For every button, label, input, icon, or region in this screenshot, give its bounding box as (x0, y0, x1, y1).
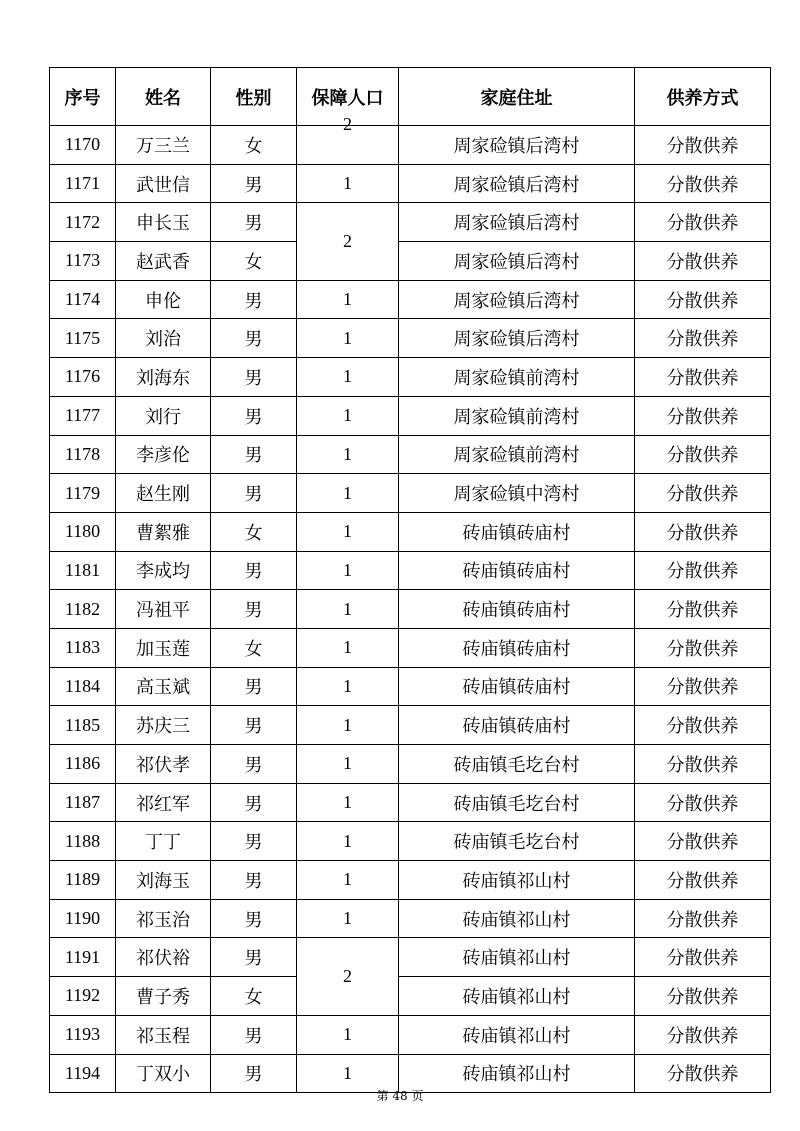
cell-address: 周家硷镇前湾村 (399, 435, 635, 474)
cell-serial-number: 1194 (50, 1054, 116, 1093)
cell-support-method: 分散供养 (635, 706, 771, 745)
cell-address: 砖庙镇祁山村 (399, 938, 635, 977)
cell-address: 砖庙镇毛圪台村 (399, 783, 635, 822)
cell-name: 申伦 (116, 280, 211, 319)
header-gender: 性别 (211, 68, 297, 126)
table-row (50, 667, 771, 706)
cell-address: 砖庙镇砖庙村 (399, 512, 635, 551)
cell-address: 周家硷镇后湾村 (399, 242, 635, 281)
table-header-row (50, 68, 771, 126)
cell-covered-persons: 1 (297, 164, 399, 203)
cell-name: 刘行 (116, 396, 211, 435)
cell-serial-number: 1192 (50, 977, 116, 1016)
cell-covered-persons-merged: 2 (297, 938, 399, 1015)
cell-serial-number: 1180 (50, 512, 116, 551)
cell-address: 砖庙镇砖庙村 (399, 628, 635, 667)
cell-serial-number: 1190 (50, 899, 116, 938)
cell-support-method: 分散供养 (635, 899, 771, 938)
cell-name: 刘海东 (116, 358, 211, 397)
cell-gender: 男 (211, 435, 297, 474)
cell-serial-number: 1189 (50, 861, 116, 900)
cell-name: 曹子秀 (116, 977, 211, 1016)
cell-address: 砖庙镇砖庙村 (399, 590, 635, 629)
table-row (50, 474, 771, 513)
cell-name: 祁玉程 (116, 1015, 211, 1054)
cell-covered-persons: 1 (297, 706, 399, 745)
cell-covered-persons: 1 (297, 861, 399, 900)
cell-name: 祁伏孝 (116, 745, 211, 784)
table-row (50, 938, 771, 977)
cell-gender: 女 (211, 126, 297, 165)
cell-gender: 男 (211, 822, 297, 861)
table-row (50, 435, 771, 474)
cell-name: 祁玉治 (116, 899, 211, 938)
cell-serial-number: 1179 (50, 474, 116, 513)
cell-address: 周家硷镇后湾村 (399, 126, 635, 165)
cell-support-method: 分散供养 (635, 628, 771, 667)
cell-serial-number: 1177 (50, 396, 116, 435)
cell-covered-persons: 1 (297, 551, 399, 590)
cell-support-method: 分散供养 (635, 1015, 771, 1054)
table-row (50, 396, 771, 435)
cell-name: 高玉斌 (116, 667, 211, 706)
header-covered-persons: 保障人口 (297, 68, 399, 126)
cell-serial-number: 1182 (50, 590, 116, 629)
cell-support-method: 分散供养 (635, 783, 771, 822)
cell-covered-persons: 1 (297, 474, 399, 513)
cell-gender: 男 (211, 783, 297, 822)
cell-address: 砖庙镇祁山村 (399, 1054, 635, 1093)
cell-name: 曹絮雅 (116, 512, 211, 551)
cell-name: 祁红军 (116, 783, 211, 822)
table-row (50, 551, 771, 590)
household-roster-table (49, 67, 771, 1093)
cell-support-method: 分散供养 (635, 396, 771, 435)
cell-covered-persons: 1 (297, 745, 399, 784)
cell-gender: 男 (211, 745, 297, 784)
table-row (50, 628, 771, 667)
table-row (50, 319, 771, 358)
cell-name: 万三兰 (116, 126, 211, 165)
cell-support-method: 分散供养 (635, 822, 771, 861)
cell-covered-persons-merged: 2 (297, 203, 399, 280)
cell-name: 李成均 (116, 551, 211, 590)
table-row (50, 590, 771, 629)
cell-address: 周家硷镇后湾村 (399, 280, 635, 319)
cell-support-method: 分散供养 (635, 1054, 771, 1093)
cell-gender: 男 (211, 280, 297, 319)
cell-name: 刘海玉 (116, 861, 211, 900)
cell-gender: 男 (211, 1054, 297, 1093)
table-row (50, 512, 771, 551)
cell-covered-persons: 1 (297, 280, 399, 319)
cell-address: 砖庙镇砖庙村 (399, 551, 635, 590)
cell-support-method: 分散供养 (635, 590, 771, 629)
cell-covered-persons: 1 (297, 1054, 399, 1093)
cell-name: 丁丁 (116, 822, 211, 861)
cell-covered-persons: 1 (297, 667, 399, 706)
cell-gender: 女 (211, 628, 297, 667)
cell-covered-persons: 1 (297, 512, 399, 551)
table-row (50, 899, 771, 938)
cell-gender: 女 (211, 977, 297, 1016)
cell-support-method: 分散供养 (635, 126, 771, 165)
cell-gender: 男 (211, 474, 297, 513)
cell-address: 周家硷镇后湾村 (399, 164, 635, 203)
page-number-footer: 第 48 页 (376, 1089, 424, 1103)
cell-serial-number: 1171 (50, 164, 116, 203)
cell-address: 砖庙镇祁山村 (399, 977, 635, 1016)
cell-support-method: 分散供养 (635, 474, 771, 513)
cell-covered-persons: 1 (297, 590, 399, 629)
cell-support-method: 分散供养 (635, 977, 771, 1016)
cell-support-method: 分散供养 (635, 667, 771, 706)
cell-support-method: 分散供养 (635, 512, 771, 551)
cell-covered-persons: 1 (297, 435, 399, 474)
cell-covered-persons: 1 (297, 628, 399, 667)
table-row (50, 783, 771, 822)
table-row (50, 164, 771, 203)
cell-serial-number: 1187 (50, 783, 116, 822)
cell-serial-number: 1184 (50, 667, 116, 706)
table-row (50, 358, 771, 397)
cell-serial-number: 1176 (50, 358, 116, 397)
cell-gender: 女 (211, 512, 297, 551)
header-name: 姓名 (116, 68, 211, 126)
cell-support-method: 分散供养 (635, 280, 771, 319)
cell-serial-number: 1188 (50, 822, 116, 861)
cell-gender: 男 (211, 319, 297, 358)
cell-name: 刘治 (116, 319, 211, 358)
cell-gender: 女 (211, 242, 297, 281)
cell-serial-number: 1178 (50, 435, 116, 474)
cell-serial-number: 1183 (50, 628, 116, 667)
cell-serial-number: 1191 (50, 938, 116, 977)
cell-address: 周家硷镇中湾村 (399, 474, 635, 513)
cell-name: 丁双小 (116, 1054, 211, 1093)
table-row (50, 280, 771, 319)
cell-support-method: 分散供养 (635, 435, 771, 474)
cell-support-method: 分散供养 (635, 319, 771, 358)
cell-gender: 男 (211, 1015, 297, 1054)
cell-covered-persons: 1 (297, 1015, 399, 1054)
table-row (50, 861, 771, 900)
cell-address: 周家硷镇前湾村 (399, 358, 635, 397)
cell-covered-persons-continued (297, 114, 399, 165)
cell-gender: 男 (211, 861, 297, 900)
cell-name: 祁伏裕 (116, 938, 211, 977)
cell-covered-persons: 1 (297, 319, 399, 358)
cell-support-method: 分散供养 (635, 358, 771, 397)
cell-address: 砖庙镇祁山村 (399, 1015, 635, 1054)
cell-address: 周家硷镇后湾村 (399, 319, 635, 358)
cell-support-method: 分散供养 (635, 551, 771, 590)
cell-gender: 男 (211, 667, 297, 706)
cell-serial-number: 1185 (50, 706, 116, 745)
cell-gender: 男 (211, 396, 297, 435)
cell-address: 砖庙镇毛圪台村 (399, 745, 635, 784)
table-row (50, 745, 771, 784)
continued-count-text: 2 (343, 114, 352, 134)
cell-gender: 男 (211, 938, 297, 977)
cell-name: 加玉莲 (116, 628, 211, 667)
cell-address: 砖庙镇毛圪台村 (399, 822, 635, 861)
table-row (50, 977, 771, 1016)
cell-covered-persons: 1 (297, 358, 399, 397)
cell-gender: 男 (211, 551, 297, 590)
cell-covered-persons: 1 (297, 822, 399, 861)
cell-support-method: 分散供养 (635, 861, 771, 900)
cell-serial-number: 1175 (50, 319, 116, 358)
cell-gender: 男 (211, 590, 297, 629)
cell-serial-number: 1170 (50, 126, 116, 165)
cell-covered-persons: 1 (297, 783, 399, 822)
cell-gender: 男 (211, 706, 297, 745)
cell-serial-number: 1181 (50, 551, 116, 590)
cell-serial-number: 1174 (50, 280, 116, 319)
cell-address: 砖庙镇砖庙村 (399, 706, 635, 745)
header-serial-number: 序号 (50, 68, 116, 126)
cell-serial-number: 1186 (50, 745, 116, 784)
cell-name: 赵武香 (116, 242, 211, 281)
cell-serial-number: 1193 (50, 1015, 116, 1054)
cell-support-method: 分散供养 (635, 164, 771, 203)
table-row (50, 1015, 771, 1054)
cell-name: 赵生刚 (116, 474, 211, 513)
cell-covered-persons: 1 (297, 899, 399, 938)
cell-address: 周家硷镇前湾村 (399, 396, 635, 435)
header-home-address: 家庭住址 (399, 68, 635, 126)
cell-name: 申长玉 (116, 203, 211, 242)
table-row (50, 706, 771, 745)
cell-name: 苏庆三 (116, 706, 211, 745)
table-row (50, 822, 771, 861)
cell-address: 砖庙镇祁山村 (399, 861, 635, 900)
cell-gender: 男 (211, 164, 297, 203)
cell-name: 李彦伦 (116, 435, 211, 474)
cell-address: 砖庙镇祁山村 (399, 899, 635, 938)
cell-serial-number: 1172 (50, 203, 116, 242)
cell-support-method: 分散供养 (635, 938, 771, 977)
cell-support-method: 分散供养 (635, 242, 771, 281)
cell-name: 冯祖平 (116, 590, 211, 629)
cell-name: 武世信 (116, 164, 211, 203)
cell-address: 砖庙镇砖庙村 (399, 667, 635, 706)
cell-support-method: 分散供养 (635, 203, 771, 242)
cell-address: 周家硷镇后湾村 (399, 203, 635, 242)
cell-support-method: 分散供养 (635, 745, 771, 784)
cell-gender: 男 (211, 203, 297, 242)
table-row (50, 203, 771, 242)
cell-covered-persons: 1 (297, 396, 399, 435)
cell-gender: 男 (211, 899, 297, 938)
header-support-method: 供养方式 (635, 68, 771, 126)
cell-gender: 男 (211, 358, 297, 397)
cell-serial-number: 1173 (50, 242, 116, 281)
table-row (50, 126, 771, 165)
table-row (50, 242, 771, 281)
